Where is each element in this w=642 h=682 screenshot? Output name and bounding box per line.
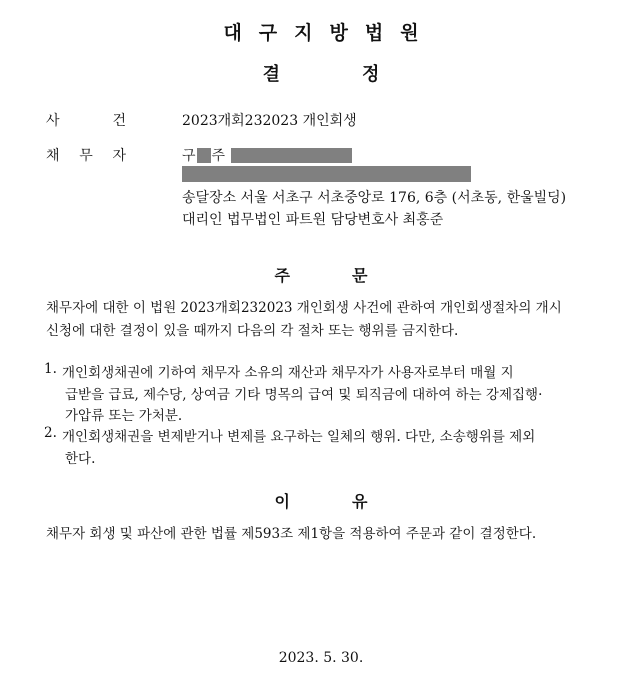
case-label-char: 건	[112, 113, 126, 129]
address-redaction	[182, 166, 471, 182]
debtor-label	[46, 145, 126, 165]
order-item-line: 급받을 급료, 제수당, 상여금 기타 명목의 급여 및 퇴직금에 대하여 하는 강제집행·	[65, 387, 543, 403]
debtor-label-char: 채	[46, 148, 60, 164]
order-paragraph-line: 채무자에 대한 이 법원 2023개회232023 개인회생 사건에 관하여 개인회생절차의 개시	[46, 300, 562, 316]
legal-agent: 대리인 법무법인 파트원 담당변호사 최홍준	[182, 212, 444, 228]
order-heading: 주문	[274, 266, 430, 285]
order-item-number: 2.	[44, 425, 57, 441]
case-label-char: 사	[46, 113, 60, 129]
court-name: 대구지방법원	[223, 22, 436, 44]
order-item-line: 개인회생채권에 기하여 채무자 소유의 재산과 채무자가 사용자로부터 매월 지	[62, 365, 514, 381]
reason-heading: 이유	[274, 492, 430, 511]
delivery-address: 송달장소 서울 서초구 서초중앙로 176, 6층 (서초동, 한울빌딩)	[182, 190, 567, 206]
debtor-label-char: 자	[112, 148, 126, 164]
order-paragraph-line: 신청에 대한 결정이 있을 때까지 다음의 각 절차 또는 행위를 금지한다.	[46, 323, 459, 339]
id-redaction	[231, 148, 352, 163]
document-type: 결정	[262, 64, 462, 85]
order-item-number: 1.	[44, 361, 57, 377]
decision-date: 2023. 5. 30.	[278, 650, 364, 666]
case-label	[46, 110, 126, 130]
order-item-line: 한다.	[65, 451, 96, 467]
debtor-name-first: 구	[182, 148, 196, 164]
debtor-name-last: 주	[211, 148, 226, 164]
order-item-line: 가압류 또는 가처분.	[65, 408, 183, 424]
name-redaction	[197, 148, 211, 163]
reason-text: 채무자 회생 및 파산에 관한 법률 제593조 제1항을 적용하여 주문과 같이 결정한다.	[46, 526, 537, 542]
debtor-name	[182, 145, 352, 165]
debtor-label-char: 무	[79, 148, 93, 164]
order-item-line: 개인회생채권을 변제받거나 변제를 요구하는 일체의 행위. 다만, 소송행위를 제외	[62, 429, 536, 445]
case-number: 2023개회232023 개인회생	[182, 113, 357, 129]
